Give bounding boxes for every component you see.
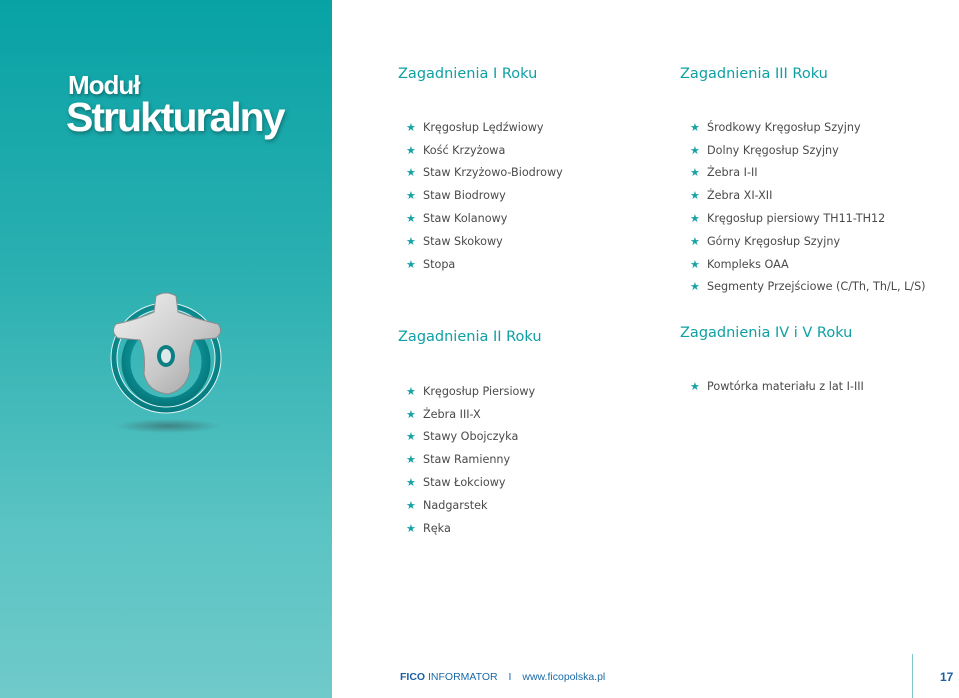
star-bullet-icon: ★ [406, 430, 416, 444]
section-title-year2: Zagadnienia II Roku [398, 329, 542, 345]
star-bullet-icon: ★ [406, 498, 416, 512]
list-year1 [406, 116, 563, 276]
list-item [406, 426, 535, 449]
footer-brand-rest: INFORMATOR [428, 671, 498, 683]
star-bullet-icon: ★ [690, 143, 700, 157]
list-item [406, 116, 563, 139]
star-bullet-icon: ★ [690, 280, 700, 294]
sidebar-panel [0, 0, 332, 698]
list-item-label: Segmenty Przejściowe (C/Th, Th/L, L/S) [707, 280, 926, 294]
star-bullet-icon: ★ [406, 189, 416, 203]
list-item-label: Żebra XI-XII [707, 189, 773, 203]
footer-separator: I [508, 671, 512, 683]
list-item [406, 207, 563, 230]
list-item [406, 253, 563, 276]
list-item [690, 276, 926, 299]
list-item-label: Żebra I-II [707, 166, 758, 180]
list-item [690, 375, 864, 398]
star-bullet-icon: ★ [406, 212, 416, 226]
list-item-label: Staw Biodrowy [423, 189, 506, 203]
list-item-label: Górny Kręgosłup Szyjny [707, 234, 841, 248]
list-item-label: Staw Ramienny [423, 453, 511, 467]
list-item-label: Kompleks OAA [707, 257, 789, 271]
vertebra-logo-icon [108, 290, 228, 440]
list-item [406, 184, 563, 207]
star-bullet-icon: ★ [690, 257, 700, 271]
list-item-label: Staw Kolanowy [423, 212, 508, 226]
star-bullet-icon: ★ [690, 234, 700, 248]
star-bullet-icon: ★ [406, 234, 416, 248]
list-item [690, 162, 926, 185]
list-item [406, 494, 535, 517]
list-item-label: Staw Skokowy [423, 234, 503, 248]
section-title-year1: Zagadnienia I Roku [398, 66, 538, 82]
star-bullet-icon: ★ [690, 166, 700, 180]
module-title-line2: Strukturalny [66, 94, 284, 140]
section-title-year45: Zagadnienia IV i V Roku [680, 325, 853, 341]
module-title-line1: Moduł [68, 70, 140, 100]
list-item [406, 380, 535, 403]
footer-brand: FICO [400, 671, 426, 683]
list-year45 [690, 375, 864, 398]
star-bullet-icon: ★ [406, 453, 416, 467]
star-bullet-icon: ★ [406, 384, 416, 398]
list-item-label: Nadgarstek [423, 498, 488, 512]
star-bullet-icon: ★ [406, 476, 416, 490]
list-item [406, 448, 535, 471]
list-item [690, 116, 926, 139]
list-item [690, 184, 926, 207]
footer [400, 671, 605, 683]
list-item [690, 230, 926, 253]
list-item-label: Kręgosłup Lędźwiowy [423, 120, 544, 134]
list-item-label: Staw Krzyżowo-Biodrowy [423, 166, 563, 180]
list-item [406, 517, 535, 540]
star-bullet-icon: ★ [406, 120, 416, 134]
star-bullet-icon: ★ [406, 143, 416, 157]
list-item-label: Dolny Kręgosłup Szyjny [707, 143, 839, 157]
star-bullet-icon: ★ [690, 189, 700, 203]
list-item-label: Środkowy Kręgosłup Szyjny [707, 120, 861, 134]
star-bullet-icon: ★ [690, 120, 700, 134]
section-title-year3: Zagadnienia III Roku [680, 66, 828, 82]
list-item-label: Stawy Obojczyka [423, 430, 519, 444]
list-item [690, 139, 926, 162]
list-year2 [406, 380, 535, 540]
list-item [406, 230, 563, 253]
star-bullet-icon: ★ [406, 257, 416, 271]
list-item-label: Kręgosłup Piersiowy [423, 384, 536, 398]
star-bullet-icon: ★ [406, 521, 416, 535]
list-item-label: Ręka [423, 521, 451, 535]
list-item [690, 207, 926, 230]
list-item [406, 162, 563, 185]
list-item-label: Powtórka materiału z lat I-III [707, 379, 864, 393]
list-item-label: Stopa [423, 257, 456, 271]
list-item-label: Staw Łokciowy [423, 476, 506, 490]
list-item [406, 403, 535, 426]
star-bullet-icon: ★ [406, 407, 416, 421]
list-year3 [690, 116, 926, 298]
list-item-label: Żebra III-X [423, 407, 481, 421]
list-item [406, 471, 535, 494]
page-number: 17 [940, 670, 954, 684]
list-item-label: Kość Krzyżowa [423, 143, 506, 157]
star-bullet-icon: ★ [690, 379, 700, 393]
list-item [406, 139, 563, 162]
list-item [690, 253, 926, 276]
list-item-label: Kręgosłup piersiowy TH11-TH12 [707, 212, 886, 226]
footer-divider [912, 654, 913, 698]
footer-url[interactable]: www.ficopolska.pl [522, 671, 606, 683]
star-bullet-icon: ★ [406, 166, 416, 180]
star-bullet-icon: ★ [690, 212, 700, 226]
